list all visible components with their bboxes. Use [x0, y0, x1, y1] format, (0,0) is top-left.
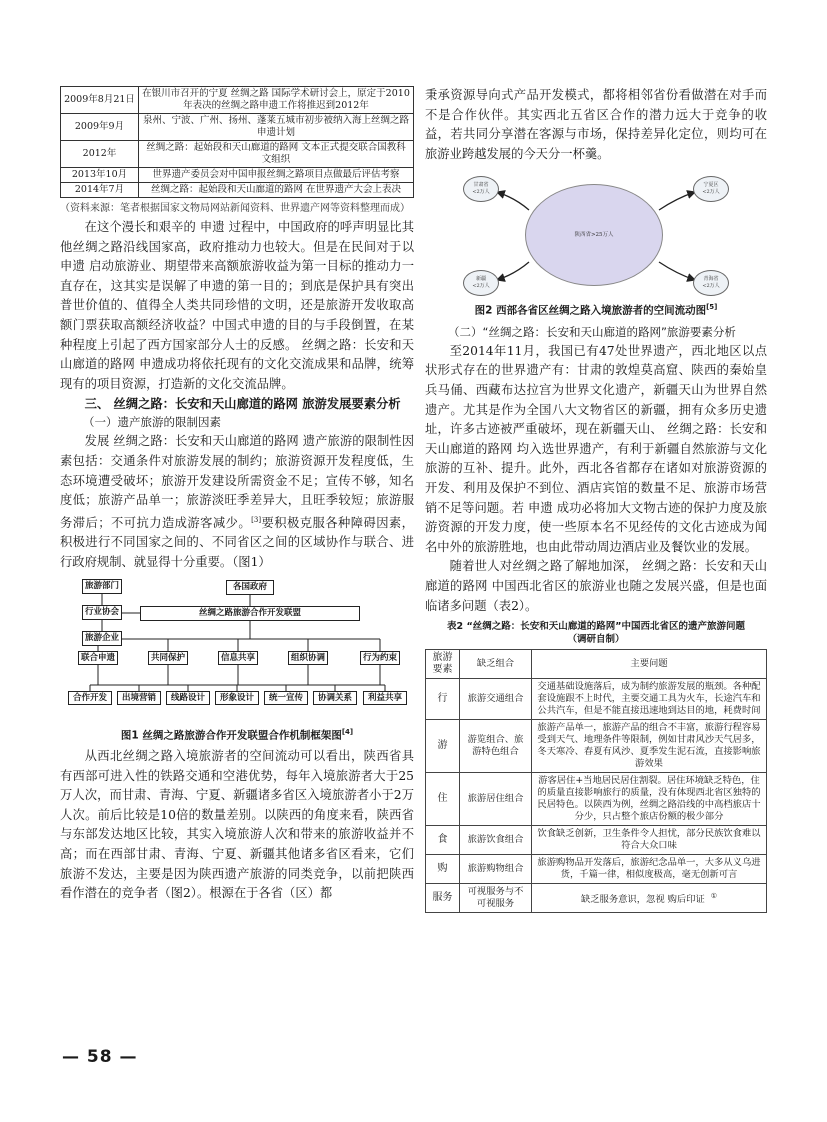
date-cell: 2012年	[61, 141, 139, 168]
table-row	[61, 141, 414, 168]
box-governments: 各国政府	[226, 580, 274, 595]
table-header: 缺乏组合	[460, 650, 532, 679]
table-source-note: （资料来源：笔者根据国家文物局网站新闻资料、世界遗产网等资料整理而成）	[60, 203, 410, 214]
caption-text: 图1 丝绸之路旅游合作开发联盟合作机制框架图	[120, 729, 342, 742]
date-cell: 2014年7月	[61, 183, 139, 198]
node-name: 青海省	[703, 276, 719, 283]
section-heading: 三、 丝绸之路：长安和天山廊道的路网 旅游发展要素分析	[84, 396, 401, 412]
page-number: — 58 —	[62, 1047, 138, 1067]
table-row	[61, 183, 414, 198]
combination-cell: 旅游饮食组合	[460, 826, 532, 855]
table-row	[426, 826, 767, 855]
box-bottom: 出境营销	[117, 691, 161, 705]
caption-line: 表2 “丝绸之路：长安和天山廊道的路网”中国西北省区的遗产旅游问题	[447, 621, 745, 633]
date-cell: 2009年8月21日	[61, 87, 139, 114]
issue-cell: 游客居住+当地居民居住割裂。居住环境缺乏特色，住的质量直接影响旅行的质量，没有体现西北省区独特的民居特色。以陕西为例，丝绸之路沿线的中高档旅店十分少，只占整个旅店份额的极少部分	[532, 773, 767, 826]
issue-cell: 交通基础设施落后，成为制约旅游发展的瓶颈。各种配套设施跟不上时代，主要交通工具为火车，长途汽车和公共汽车，但是不能直接迅速地到达目的地，耗费时间	[532, 679, 767, 720]
combination-cell: 旅游购物组合	[460, 855, 532, 884]
table-row	[426, 773, 767, 826]
box-info-sharing: 信息共享	[218, 651, 258, 665]
paragraph: 在这个漫长和艰辛的 申遗 过程中，中国政府的呼声明显比其他丝绸之路沿线国家高，政府推动力也较大。但是在民间对于以 申遗 启动旅游业、期望带来高额旅游收益为第一目标的推动力一直存在，这其实是误解了申遗的第一目的；到底是保护具有突出普世价值的、值得全人类共同珍惜的文明，还是旅游开发收取高额门票获取高额经济收益？中国式申遗的目的与手段倒置，在某种程度上引起了西方国家部分人士的反感。 丝绸之路：长安和天山廊道的路网 申遗成功将依托现有的文化交流成果和品牌，统筹现有的项目资源，打造新的文化交流品牌。	[60, 220, 414, 391]
box-joint-application: 联合申遗	[78, 651, 118, 665]
element-cell: 服务	[426, 884, 460, 913]
event-cell: 在银川市召开的宁夏 丝绸之路 国际学术研讨会上，原定于2010年表决的丝绸之路申遗工作将推迟到2012年	[139, 87, 414, 114]
left-column	[60, 86, 414, 904]
paragraph: 秉承资源导向式产品开发模式，都将相邻省份看做潜在对手而不是合作伙伴。其实西北五省区合作的潜力远大于竞争的收益，若共同分享潜在客源与市场，保持差异化定位，则均可在旅游业跨越发展的今天分一杯羹。	[425, 88, 767, 161]
table-row	[61, 168, 414, 183]
box-coordination: 组织协调	[288, 651, 328, 665]
table-row	[426, 679, 767, 720]
citation-ref: [3]	[251, 515, 262, 524]
element-cell: 食	[426, 826, 460, 855]
node-name: 甘肃省	[473, 182, 489, 189]
table-2-caption	[425, 620, 767, 646]
box-behavior-constraint: 行为约束	[360, 651, 400, 665]
box-bottom: 利益共享	[363, 691, 407, 705]
subsection-heading: （二）“丝绸之路：长安和天山廊道的路网”旅游要素分析	[448, 324, 736, 339]
timeline-table	[60, 86, 414, 198]
box-alliance: 丝绸之路旅游合作开发联盟	[140, 606, 360, 621]
issue-cell: 饮食缺乏创新，卫生条件令人担忧，部分民族饮食难以符合大众口味	[532, 826, 767, 855]
table-row	[61, 114, 414, 141]
citation-ref: [5]	[706, 303, 718, 312]
caption-line: （调研自制）	[567, 634, 625, 646]
element-cell: 购	[426, 855, 460, 884]
event-cell: 丝绸之路：起始段和天山廊道的路网 文本正式提交联合国教科文组织	[139, 141, 414, 168]
figure-2-caption	[425, 300, 767, 319]
table-row	[426, 884, 767, 913]
box-joint-protection: 共同保护	[148, 651, 188, 665]
paragraph-text: 发展 丝绸之路：长安和天山廊道的路网 遗产旅游的限制性因素包括：交通条件对旅游发展的制约；旅游资源开发程度低，生态环境遭受破坏；旅游开发建设所需资金不足；宣传不够，知名度低；旅游产品单一；旅游淡旺季差异大，且旺季较短；旅游服务滞后；不可抗力造成游客减少。	[60, 434, 414, 530]
tourism-issues-table	[425, 649, 767, 913]
box-industry-assoc: 行业协会	[82, 605, 122, 620]
node-value: <2万人	[702, 283, 720, 290]
shaanxi-node	[525, 184, 663, 286]
date-cell: 2013年10月	[61, 168, 139, 183]
node-label: 陕西省>25万人	[574, 231, 614, 238]
box-bottom: 形象设计	[215, 691, 259, 705]
event-cell: 泉州、宁波、广州、扬州、蓬莱五城市初步被纳入海上丝绸之路申遗计划	[139, 114, 414, 141]
node-name: 新疆	[475, 276, 486, 283]
combination-cell: 游览组合、旅游特色组合	[460, 720, 532, 773]
citation-ref: [4]	[341, 727, 354, 736]
node-value: <2万人	[472, 283, 490, 290]
table-header: 旅游要素	[426, 650, 460, 679]
figure-2-flow-map	[425, 170, 767, 298]
paragraph: 至2014年11月，我国已有47处世界遗产，西北地区以点状形式存在的世界遗产有：甘肃的敦煌莫高窟、陕西的秦始皇兵马俑、西藏布达拉宫为世界文化遗产，新疆天山为世界自然遗产。尤其是作为全国八大文物省区的新疆，拥有众多历史遗址，许多古迹被严重破坏，现在新疆天山、 丝绸之路：长安和天山廊道的路网 均入选世界遗产，有利于新疆自然旅游与文化旅游的互补、提升。此外，西北各省都存在诸如对旅游资源的开发、利用及保护不到位、酒店宾馆的数量不足、旅游市场营销不足等问题。若 申遗 成功必将加大文物古迹的保护力度及旅游资源的开发力度，使一些原本名不见经传的文化古迹成为闻名中外的旅游胜地，也由此带动周边酒店业及餐饮业的发展。	[425, 343, 767, 554]
event-cell: 世界遗产委员会对中国申报丝绸之路项目点做最后评估考察	[139, 168, 414, 183]
combination-cell: 可视服务与不可视服务	[460, 884, 532, 913]
event-cell: 丝绸之路：起始段和天山廊道的路网 在世界遗产大会上表决	[139, 183, 414, 198]
right-column	[425, 86, 767, 913]
paragraph	[60, 432, 414, 572]
node-name: 宁夏区	[703, 182, 719, 189]
combination-cell: 旅游居住组合	[460, 773, 532, 826]
paragraph-text: 要积极克服各种障碍因素，积极进行不同国家之间的、不同省区之间的区域协作与联合、进行政府规制、就显得十分重要。（图1）	[60, 515, 414, 569]
issue-cell: 旅游产品单一，旅游产品的组合不丰富，旅游行程容易受到天气、地理条件等限制，例如甘肃风沙天气居多，冬天寒冷、春夏有风沙、夏季发生泥石流，直接影响旅游效果	[532, 720, 767, 773]
node-value: <2万人	[472, 189, 490, 196]
date-cell: 2009年9月	[61, 114, 139, 141]
table-row	[61, 87, 414, 114]
box-bottom: 统一宣传	[264, 691, 308, 705]
combination-cell: 旅游交通组合	[460, 679, 532, 720]
table-header: 主要问题	[532, 650, 767, 679]
paragraph: 从西北丝绸之路入境旅游者的空间流动可以看出，陕西省具有西部可进入性的铁路交通和空港优势，每年入境旅游者大于25万人次，而甘肃、青海、宁夏、新疆诸多省区入境旅游者小于2万人次。前后比较是10倍的数量差别。以陕西的角度来看，陕西省与东部发达地区比较，其实入境旅游人次和带来的旅游收益并不高；而在西部甘肃、青海、宁夏、新疆其他诸多省区看来，它们旅游不发达，主要是因为陕西遗产旅游的同类竞争，以前把陕西看作潜在的竞争者（图2）。根源在于各省（区）都	[60, 749, 414, 901]
table-row	[426, 720, 767, 773]
paragraph: 随着世人对丝绸之路了解地加深， 丝绸之路：长安和天山廊道的路网 中国西北省区的旅游业也随之发展兴盛，但是也面临诸多问题（表2）。	[425, 559, 767, 613]
element-cell: 住	[426, 773, 460, 826]
box-bottom: 线路设计	[166, 691, 210, 705]
subsection-heading: （一）遗产旅游的限制因素	[83, 415, 221, 430]
element-cell: 游	[426, 720, 460, 773]
box-bottom: 协调关系	[313, 691, 357, 705]
box-bottom: 合作开发	[68, 691, 112, 705]
table-row	[426, 855, 767, 884]
node-value: <2万人	[702, 189, 720, 196]
box-tourism-enterprise: 旅游企业	[82, 631, 122, 646]
footnote-mark: ①	[710, 892, 718, 901]
caption-text: 图2 西部各省区丝绸之路入境旅游者的空间流动图	[474, 304, 707, 317]
box-tourism-dept: 旅游部门	[82, 579, 122, 594]
figure-1-framework	[60, 577, 414, 723]
issue-cell: 旅游购物品开发落后，旅游纪念品单一，大多从义乌进货，千篇一律，相似度极高，毫无创新可言	[532, 855, 767, 884]
figure-1-caption	[60, 725, 414, 744]
issue-cell: 缺乏服务意识，忽视 购后印证 ①	[532, 884, 767, 913]
element-cell: 行	[426, 679, 460, 720]
